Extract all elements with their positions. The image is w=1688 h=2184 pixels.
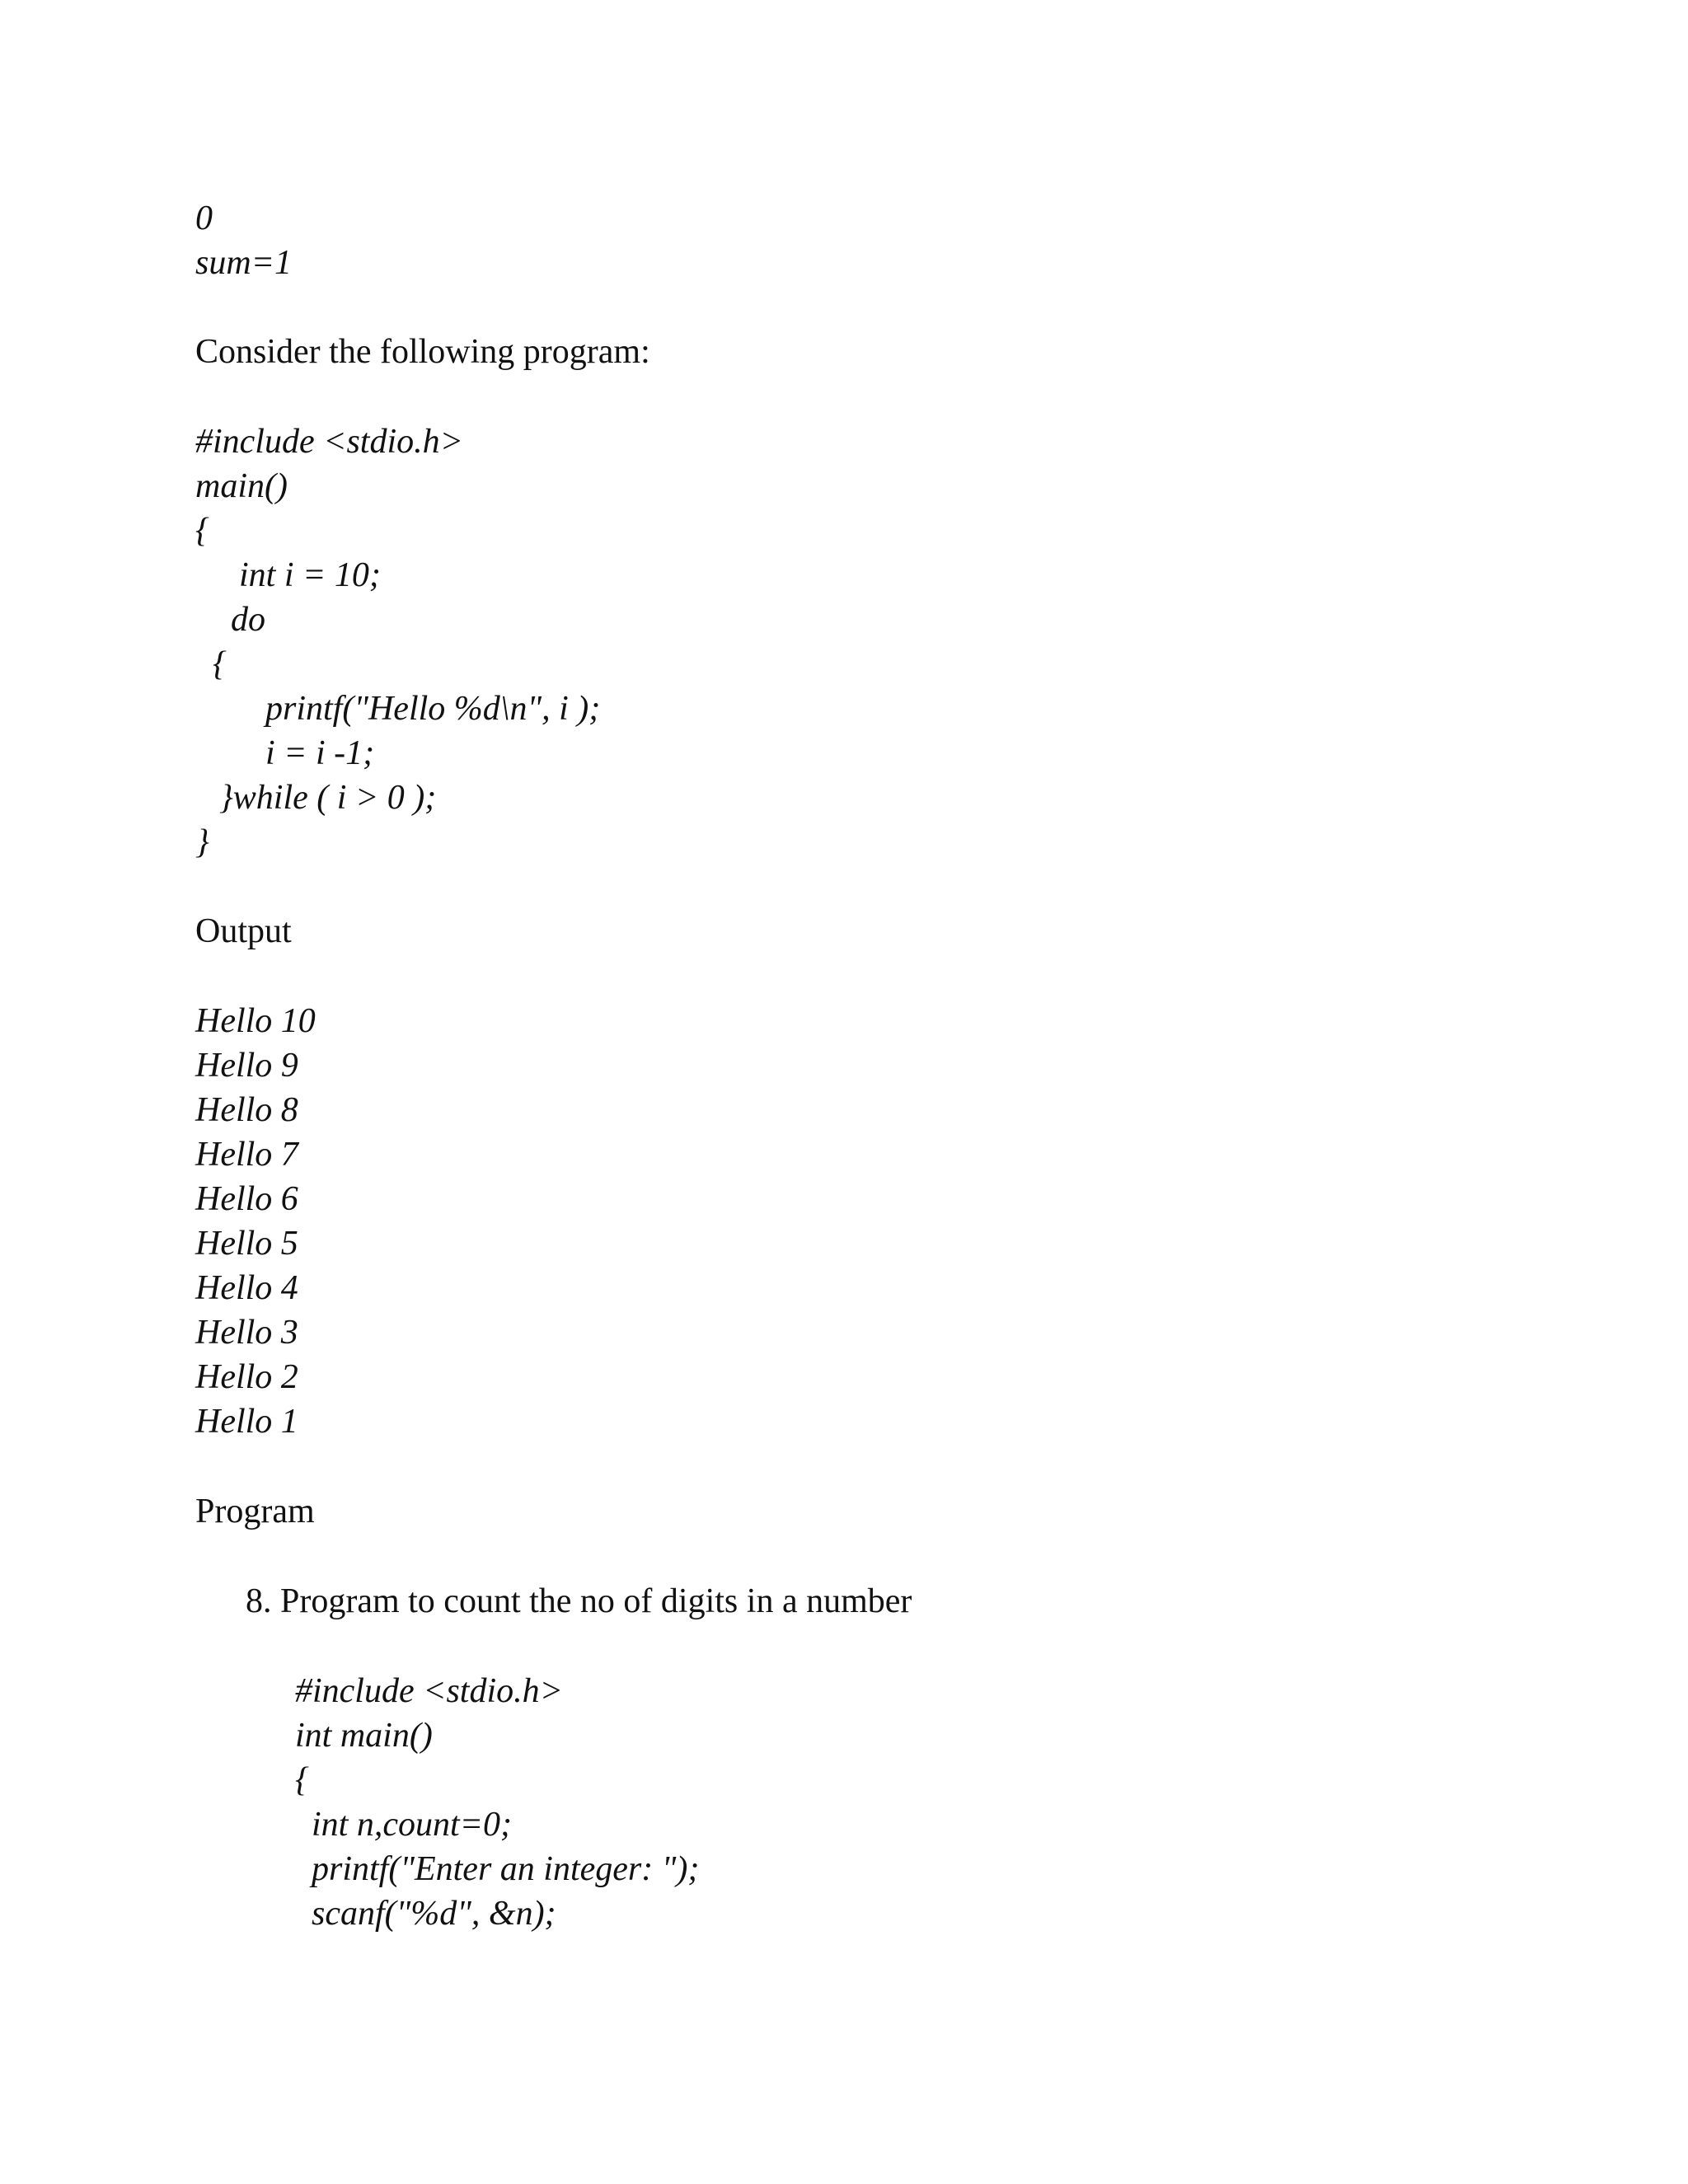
code-line: }: [195, 823, 209, 861]
output-line: Hello 1: [195, 1403, 298, 1441]
output-line: Hello 9: [195, 1047, 298, 1085]
output-line: Hello 2: [195, 1358, 298, 1396]
code-line: }while ( i > 0 );: [219, 779, 437, 817]
output-sum-line: sum=1: [195, 244, 293, 282]
code-line: int i = 10;: [239, 556, 381, 594]
output-line: Hello 3: [195, 1314, 298, 1352]
code-line: main(): [195, 467, 288, 505]
output-line: Hello 10: [195, 1002, 316, 1040]
output-line: Hello 6: [195, 1180, 298, 1218]
output-line: Hello 4: [195, 1269, 298, 1307]
code-line: int n,count=0;: [312, 1806, 512, 1844]
code-line: int main(): [295, 1717, 433, 1755]
output-heading: Output: [195, 912, 292, 950]
program-heading: Program: [195, 1493, 315, 1530]
code-line: #include <stdio.h>: [295, 1672, 563, 1710]
code-line: do: [231, 601, 265, 639]
code-line: scanf("%d", &n);: [312, 1895, 556, 1933]
output-line: Hello 5: [195, 1225, 298, 1263]
code-line: printf("Enter an integer: ");: [312, 1850, 700, 1888]
code-line: {: [295, 1761, 309, 1799]
output-line: Hello 7: [195, 1136, 298, 1174]
item-8-title: 8. Program to count the no of digits in a number: [246, 1582, 912, 1620]
code-line: #include <stdio.h>: [195, 423, 463, 461]
output-line: Hello 8: [195, 1091, 298, 1129]
code-line: {: [195, 512, 209, 550]
code-line: printf("Hello %d\n", i );: [265, 690, 601, 728]
output-value-line: 0: [195, 199, 213, 237]
code-line: {: [213, 645, 227, 683]
intro-text: Consider the following program:: [195, 333, 650, 371]
code-line: i = i -1;: [265, 734, 375, 772]
